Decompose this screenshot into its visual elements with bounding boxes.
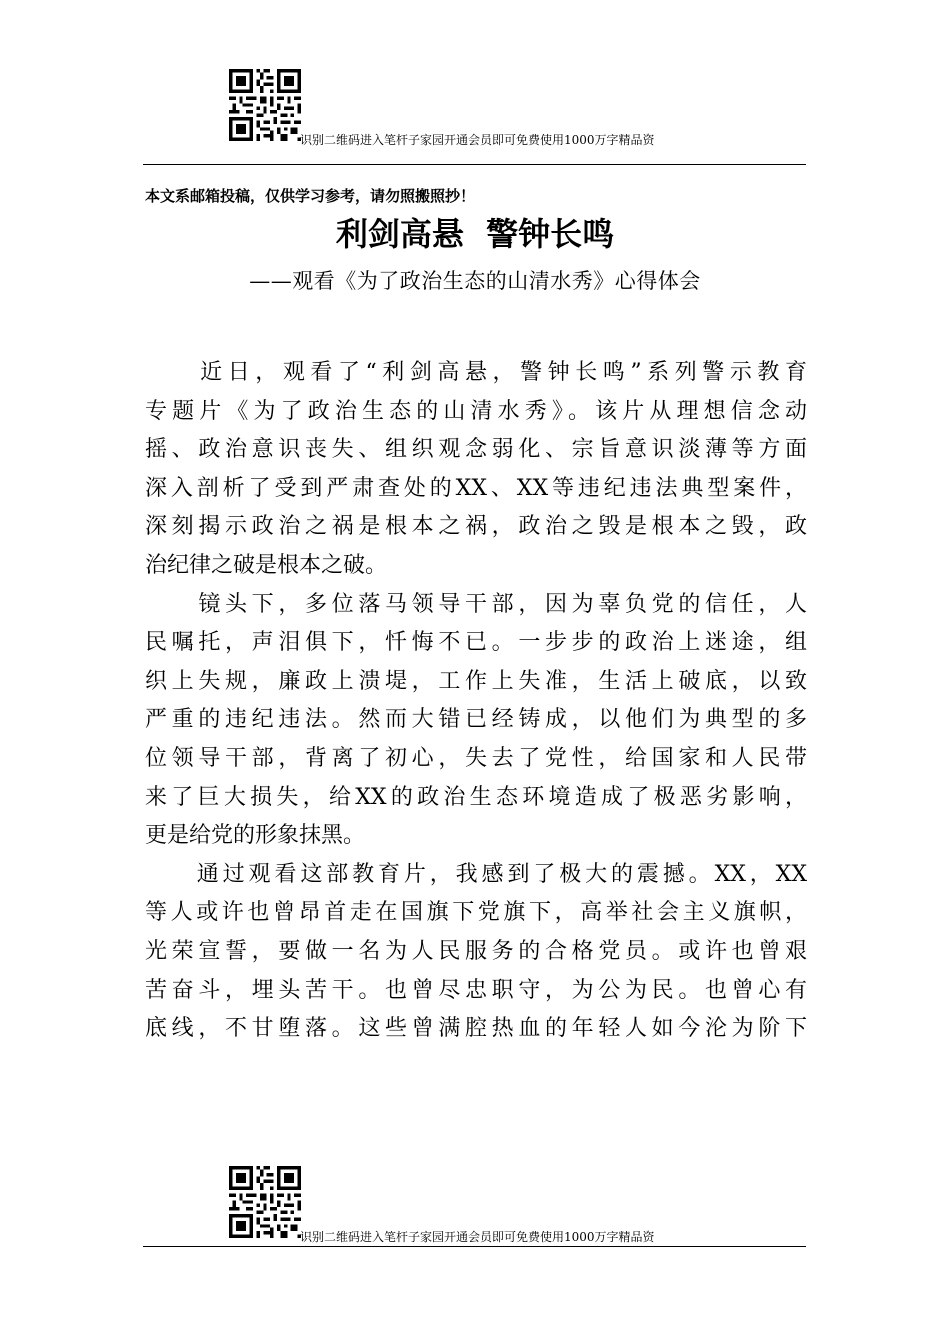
text-line: 苦奋斗，埋头苦干。也曾尽忠职守，为公为民。也曾心有	[145, 977, 807, 1003]
submission-notice: 本文系邮箱投稿，仅供学习参考，请勿照搬照抄！	[145, 187, 476, 205]
qr-code-graphic	[229, 69, 301, 141]
paragraph-1	[145, 354, 807, 586]
text-line: 通过观看这部教育片，我感到了极大的震撼。XX，XX	[145, 861, 807, 887]
paragraph-3	[145, 856, 807, 1049]
header-banner-text: 识别二维码进入笔杆子家园开通会员即可免费使用1000万字精品资	[300, 133, 655, 147]
text-line: 摇、政治意识丧失、组织观念弱化、宗旨意识淡薄等方面	[145, 437, 807, 463]
text-line: 民嘱托，声泪俱下，忏悔不已。一步步的政治上迷途，组	[145, 630, 807, 656]
text-line: 严重的违纪违法。然而大错已经铸成，以他们为典型的多	[145, 707, 807, 733]
text-line: 近日，观看了“利剑高悬，警钟长鸣”系列警示教育	[145, 360, 807, 385]
text-line: 织上失规，廉政上溃堤，工作上失准，生活上破底，以致	[145, 668, 807, 694]
qr-code-graphic	[229, 1166, 301, 1238]
footer-banner-text: 识别二维码进入笔杆子家园开通会员即可免费使用1000万字精品资	[300, 1230, 655, 1244]
text-line: 等人或许也曾昂首走在国旗下党旗下，高举社会主义旗帜，	[145, 900, 807, 926]
text-line: 位领导干部，背离了初心，失去了党性，给国家和人民带	[145, 745, 807, 771]
text-line: 来了巨大损失，给XX的政治生态环境造成了极恶劣影响，	[145, 784, 807, 810]
text-line: 镜头下，多位落马领导干部，因为辜负党的信任，人	[145, 591, 807, 617]
text-line: 治纪律之破是根本之破。	[145, 552, 388, 578]
paragraph-2	[145, 586, 807, 856]
text-line: 光荣宣誓，要做一名为人民服务的合格党员。或许也曾艰	[145, 938, 807, 964]
qr-code-icon	[229, 69, 301, 141]
text-line: 更是给党的形象抹黑。	[145, 823, 366, 849]
qr-code-icon	[229, 1166, 301, 1238]
footer-divider	[143, 1246, 806, 1247]
header-divider	[143, 164, 806, 165]
text-line: 底线，不甘堕落。这些曾满腔热血的年轻人如今沦为阶下	[145, 1016, 807, 1042]
page-title: 利剑高悬 警钟长鸣	[335, 215, 615, 253]
text-line: 专题片《为了政治生态的山清水秀》。该片从理想信念动	[145, 398, 807, 424]
text-line: 深入剖析了受到严肃查处的XX、XX等违纪违法典型案件，	[145, 475, 807, 501]
article-body	[145, 354, 807, 1049]
page-subtitle: ——观看《为了政治生态的山清水秀》心得体会	[249, 269, 701, 293]
text-line: 深刻揭示政治之祸是根本之祸，政治之毁是根本之毁，政	[145, 514, 807, 540]
